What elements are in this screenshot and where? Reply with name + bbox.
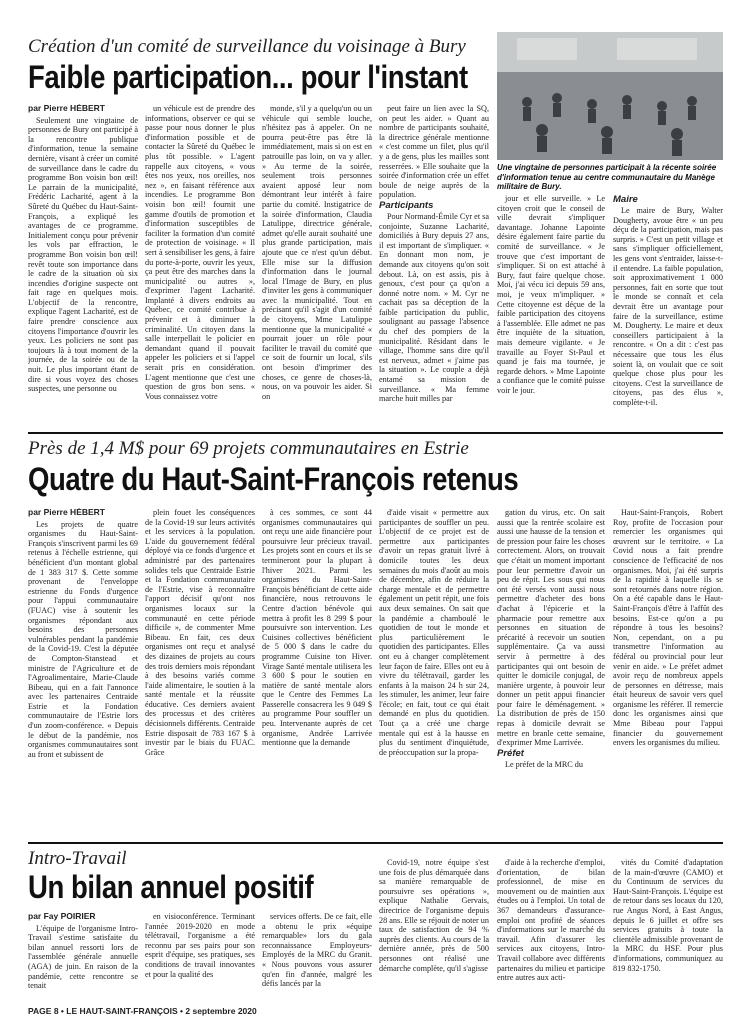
article-3-text-1: L'équipe de l'organisme Intro-Travail s'estime satisfaite du bilan annuel ressorti lors de l'assemblée générale annuelle (AGA) de juin. En raison de la pandémie, cette rencontre se tenait — [28, 923, 138, 991]
article-1-col-3 — [262, 104, 372, 428]
article-2-col-3 — [262, 508, 372, 838]
article-2-col-6 — [613, 508, 723, 838]
article-2-text-4: d'aide visait « permettre aux participantes de souffler un peu. L'objectif de ce projet est de permettre aux participantes d'avoir un repas gratuit livré à domicile toutes les deux semaines du mois d'août au mois de décembre, afin de réduire la charge mentale et de permettre également un petit répit, une fois aux deux semaines. On sait que la pandémie a chamboulé le quotidien de tout le monde et plus particulièrement le quotidien des participantes. Elles ont eu à changer complètement leur façon de faire. Elles ont eu à vivre du télétravail, garder les enfants à la maison 24 h sur 24, les stimuler, les animer, leur faire l'école; en fait, tout ce qui était demandé en plus du quotidien. Tout ça a créé une charge mentale qui est à la hausse en plus du sentiment d'inquiétude, de préoccupation sur la propa- — [379, 508, 489, 757]
article-1-col-1 — [28, 104, 138, 428]
article-1-text-5: jour et elle surveille. » Le citoyen croit que le conseil de ville devrait s'impliquer davantage. Johanne Lapointe désire également faire partie du comité de surveillance. « Je trouve que c'est important de s'impliquer. Si on est attaché à Bury, faut faire quelque chose. Moi, j'ai vécu ici depuis 59 ans, moi, je veux m'impliquer. » Cette citoyenne est déçue de la faible participation des citoyens à l'assemblée. Elle admet ne pas être inquiète de la situation, mais demeure vigilante. « Je travaille au Foyer St-Paul et quand je fais ma tournée, je regarde dehors. » Mme Lapointe a confiance que le comité puisse voir le jour. — [497, 194, 605, 395]
article-1-text-4a: peut faire un lien avec la SQ, on peut les aider. » Quant au nombre de participants souhaité, la directrice générale mentionne « c'est comme un filet, plus qu'il y a de gens, plus les mailles sont resserrées. » Elle souhaite que la soirée d'information crée un effet boule de neige auprès de la population. — [379, 104, 489, 200]
subhead-prefet: Préfet — [497, 747, 524, 759]
article-2-byline: par Pierre HÉBERT — [28, 508, 105, 517]
article-3-text-3: services offerts. De ce fait, elle a obtenu le prix «équipe remarquable» lors du gala reconnaissance Employeurs-Employés de la MRC du Granit. « Nous pouvons vous assurer qu'en fin d'année, malgré les défis lancés par la — [262, 912, 372, 989]
article-2-headline: Quatre du Haut-Saint-François retenus — [28, 461, 519, 497]
article-1-text-4b: Pour Normand-Émile Cyr et sa conjointe, Suzanne Lacharité, domiciliés à Bury depuis 27 ans, il est important de s'impliquer. « En donnant mon nom, je demande aux citoyens qu'on soit debout. Là, on est assis, pis à genoux, c'est pour ça qu'on a donné notre nom. » M. Cyr ne cachait pas sa déception de la faible participation du public, soulignant au passage l'absence du chef des pompiers de la municipalité. Résidant dans le village, l'homme sans dire qu'il est nerveux, admet « j'aime pas la situation ». Le couple a déjà entamé sa mission de surveillance. « Ma femme marche huit milles par — [379, 211, 489, 404]
subhead-participants: Participants — [379, 199, 434, 211]
article-3-kicker: Intro-Travail — [28, 848, 127, 869]
article-3-headline: Un bilan annuel positif — [28, 869, 314, 905]
article-2-text-1: Les projets de quatre organismes du Haut-Saint-François s'inscrivent parmi les 69 retenus à l'échelle estrienne, qui bénéficient d'un montant global de 1 383 317 $. Cette somme provenant de l'enveloppe estrienne du Fonds d'urgence pour l'appui communautaire (FUAC) vise à soutenir les organismes répondant aux besoins des personnes vulnérables pendant la pandémie de la Covid-19. C'est la députée de Compton-Stanstead et ministre de l'Agriculture et de l'Agroalimentaire, Marie-Claude Bibeau, qui en a fait l'annonce avec les partenaires Centraide Estrie et la Fondation communautaire de l'Estrie lors d'un zoom-conférence. « Depuis le début de la pandémie, nos organismes communautaires sont au front et subissent de — [28, 519, 138, 759]
article-3-col-5 — [497, 858, 605, 996]
article-2-col-1 — [28, 508, 138, 838]
article-1-text-3: monde, s'il y a quelqu'un ou un véhicule qui semble louche, n'hésitez pas à appeler. On ne pourra peut-être pas être là immédiatement, mais si on est en patrouille pas loin, on va y aller. » Au terme de la soirée, seulement trois personnes avaient apposé leur nom démontrant leur intérêt à faire partie du comité. Instigatrice de la soirée d'information, Claudia Latulippe, directrice générale, admet qu'elle aurait souhaité une plus grande participation, mais ajoute que ce n'est qu'un début. Elle mise sur la diffusion d'information dans le journal local l'Image de Bury, en plus d'inviter les gens à communiquer avec la municipalité. Tout en précisant qu'il s'agit d'un comité de citoyens, Mme Latulippe mentionne que la municipalité « pourrait jouer un rôle pour faciliter le travail du comité que ce soit de fournir un local, s'ils ont besoin d'imprimer des choses, ce genre de choses-là, nous, on va pouvoir les aider. Si on — [262, 104, 372, 401]
article-3-col-4 — [379, 858, 489, 996]
article-2-col-2 — [145, 508, 255, 838]
article-1-headline: Faible participation... pour l'instant — [28, 59, 468, 95]
article-1-text-6: Le maire de Bury, Walter Dougherty, avoue être « un peu déçu de la participation, mais pas surpris. » C'est un petit village et sans s'impliquer officiellement, les gens vont s'entraider, laisse-t-il entendre. La faible population, soit approximativement 1 000 personnes, fait en sorte que tout le monde se connaît et cela devrait être un avantage pour faire de la surveillance, estime M. Dougherty. Le maire et deux conseillers participaient à la rencontre. « On a dit : c'est pas nécessaire que tous les élus soient là, on voulait que ce soit quelque chose plus pour les citoyens. C'est la surveillance de citoyens, pas des élus », complète-t-il. — [613, 206, 723, 407]
article-2-kicker: Près de 1,4 M$ pour 69 projets communautaires en Estrie — [28, 438, 469, 459]
article-1-byline: par Pierre HÉBERT — [28, 104, 105, 113]
meeting-hall-image — [497, 32, 723, 160]
article-2-text-6: Haut-Saint-François, Robert Roy, profite de l'occasion pour remercier les organismes qui œuvrent sur le territoire. « La Covid nous a fait prendre conscience de l'efficacité de nos organismes. Moi, j'ai été surpris de la rapidité à laquelle ils se sont retournés dans notre région. On a été capable dans le Haut-Saint-François d'être à l'affût des besoins. Est-ce qu'on a pu répondre à tous les besoins? Non, cependant, on a pu transmettre l'information au fédéral ou provincial pour leur venir en aide. » Le préfet admet avoir reçu de nombreux appels de personnes en détresse, mais était heureux de savoir vers quel organisme les référer. Il remercie donc les organismes ainsi que Mme Bibeau pour l'appui financier du gouvernement envers les organismes du milieu. — [613, 508, 723, 748]
article-1-col-6 — [613, 194, 723, 428]
article-2-text-3: à ces sommes, ce sont 44 organismes communautaires qui ont reçu une aide financière pour poursuivre leur précieux travail. Les projets sont en cours et ils se termineront pour la plupart à l'hiver 2021. Parmi les organismes du Haut-Saint-François bénéficiant de cette aide financière, nous retrouvons le Centre d'action bénévole qui mettra à profit les 8 299 $ pour poursuivre son intervention. Les Cuisines collectives bénéficient de 5 000 $ dans le cadre du programme Cuisine ton Hiver. Virage Santé mentale utilisera les 3 600 $ pour le soutien en matière de santé mentale alors que le Centre des Femmes La Passerelle consacrera les 9 049 $ au programme Pour souffler un peu. Intervenante auprès de cet organisme, Andrée Larrivée mentionne que la demande — [262, 508, 372, 748]
article-1-col-5 — [497, 194, 605, 428]
article-1-col-2 — [145, 104, 255, 428]
article-1-col-4 — [379, 104, 489, 428]
photo-caption: Une vingtaine de personnes participait à la récente soirée d'information tenue au centre communautaire du Manège militaire de Bury. — [497, 163, 717, 191]
article-1-kicker: Création d'un comité de surveillance du voisinage à Bury — [28, 36, 466, 57]
section-divider-2 — [28, 842, 723, 844]
article-3-text-4: Covid-19, notre équipe s'est une fois de plus démarquée dans sa manière remarquable de poursuivre ses opérations », explique Nathalie Gervais, directrice de l'organisme depuis 28 ans. Elle se réjouit de noter un taux de satisfaction de 94 % auprès des clients. Au cours de la dernière année, près de 500 personnes ont réalisé une démarche complète, qu'il s'agisse — [379, 858, 489, 973]
article-1-text-2: un véhicule est de prendre des informations, observer ce qui se passe pour nous donner le plus d'information possible et de contacter la Sûreté du Québec le plus tôt possible. » L'agent rappelle aux citoyens, « vous êtes nos yeux, nos oreilles, nos nez », en faisant référence aux incendies. Le programme Bon voisin bon œil! fournit une gamme d'outils de promotion et d'information susceptibles de faciliter la formation d'un comité de protection de voisinage. « Il sert à sensibiliser les gens, à faire du porte-à-porte, ouvrir les yeux, ça peut être des marches dans la municipalité ou autres », d'exprimer l'agent Lacharité. Implanté à divers endroits au Québec, ce comité contribue à prévenir et à diminuer la criminalité. Un citoyen dans la salle interpellait le policier en demandant quand il pouvait appeler les policiers et si l'appel serait pris en considération. L'agent mentionne que c'est une question de gros bon sens. « Vous connaissez votre — [145, 104, 255, 401]
article-2-text-5b: Le préfet de la MRC du — [505, 759, 583, 769]
article-3-col-6 — [613, 858, 723, 996]
article-2-col-4 — [379, 508, 489, 838]
section-divider — [28, 432, 723, 434]
article-2-col-5 — [497, 508, 605, 838]
article-2-text-2: plein fouet les conséquences de la Covid-19 sur leurs activités et les services à la population. L'aide du gouvernement fédéral déployé via ce fonds d'urgence et administré par des partenaires solides tels que Centraide Estrie et la Fondation communautaire de l'Estrie, vise à reconnaître l'apport décisif qu'ont nos organismes locaux sur la communauté en cette période difficile », de commenter Mme Bibeau. En fait, ces deux organismes ont reçu et analysé des dizaines de projets au cours des trois derniers mois répondant à des besoins variés comme l'aide alimentaire, le soutien à la santé mentale et la réussite éducative. Ces derniers avaient des processus et des critères décisionnels différents. Centraide Estrie disposait de 783 167 $ à investir par le biais du FUAC. Grâce — [145, 508, 255, 757]
page-footer: PAGE 8 • LE HAUT-SAINT-FRANÇOIS • 2 septembre 2020 — [28, 1006, 257, 1016]
article-3-text-5: d'aide à la recherche d'emploi, d'orientation, de bilan professionnel, de mise en mouvement ou de maintien aux études ou à l'emploi. Un total de 367 demandeurs d'assurance-emploi ont profité de séances d'informations sur le marché du travail. Afin d'assurer les services aux citoyens, Intro-Travail collabore avec différents partenaires du milieu et participe entre autres aux acti- — [497, 858, 605, 983]
article-3-byline: par Fay POIRIER — [28, 912, 96, 921]
article-3-col-3 — [262, 912, 372, 996]
article-3-col-2 — [145, 912, 255, 996]
article-3-text-2: en visioconférence. Terminant l'année 2019-2020 en mode télétravail, l'organisme a été reconnu par ses pairs pour son esprit d'équipe, ses pratiques, ses conditions de travail innovantes et pour la qualité des — [145, 912, 255, 979]
article-2-text-5a: gation du virus, etc. On sait aussi que la rentrée scolaire est aussi une hausse de la tension et de pression pour faire les choses correctement. Alors, on trouvait que c'était un moment important pour leur permettre d'avoir un peu de répit. Les sous qui nous ont été versés vont aussi nous permettre d'acheter des bons d'achat à l'épicerie et la pharmacie pour remettre aux personnes en situation de précarité à recevoir un soutien supplémentaire. Ça va aussi servir à permettre à des participantes qui ont besoin de quitter le domicile conjugal, de manière urgente, à pouvoir leur donner un petit appui financier pour faire le déménagement. » La distribution de près de 150 repas à domicile devrait se mettre en branle cette semaine, d'exprimer Mme Larrivée. — [497, 508, 605, 748]
article-3-text-6: vités du Comité d'adaptation de la main-d'œuvre (CAMO) et du Continuum de services du Haut-Saint-François. L'équipe est de retour dans ses locaux du 120, rue Angus Nord, à East Angus, depuis le 6 juillet et offre ses services gratuits à toute la clientèle admissible provenant de la MRC du HSF. Pour plus d'informations, communiquez au 819 832-1750. — [613, 858, 723, 973]
article-1-photo — [497, 32, 723, 160]
subhead-maire: Maire — [613, 194, 638, 205]
article-3-col-1 — [28, 912, 138, 996]
article-1-text-1: Seulement une vingtaine de personnes de Bury ont participé à la rencontre publique d'information, tenue la semaine dernière, visant à créer un comité de surveillance dans le cadre du programme Bon voisin bon œil! Le parrain de la municipalité, Frédéric Lacharité, agent à la Sûreté du Québec du Haut-Saint-François, a expliqué les avantages de ce programme. Initialement conçu pour prévenir les vols par effraction, le programme Bon voisin bon œil! revêt toute son importance dans le cadre de la situation où six incendies d'origine suspecte ont fait rage en quelques mois. L'objectif de la rencontre, explique l'agent Lacharité, est de faire prendre conscience aux citoyens l'importance d'ouvrir les yeux. Les policiers ne sont pas toujours là à tout moment de la journée, de la soirée ou de la nuit. Le plus important étant de dire si vous voyez des choses suspectes, une personne ou — [28, 115, 138, 394]
